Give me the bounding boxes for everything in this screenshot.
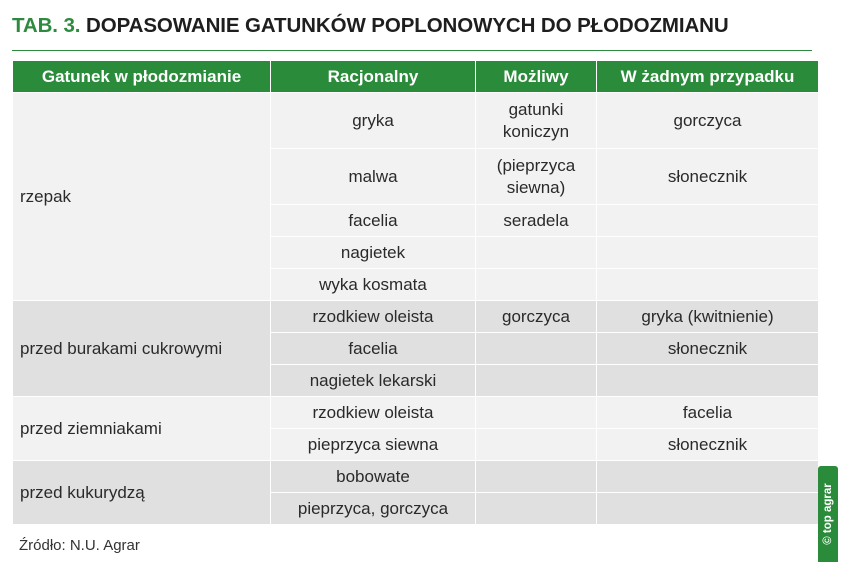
cell-possible <box>476 429 597 461</box>
cell-never: gorczyca <box>597 93 819 149</box>
cell-possible <box>476 237 597 269</box>
cell-possible: gatunki koniczyn <box>476 93 597 149</box>
cell-never: słonecznik <box>597 429 819 461</box>
table-number: TAB. 3. <box>12 14 81 37</box>
table-row <box>13 93 819 149</box>
species-table <box>12 60 819 525</box>
header-possible: Możliwy <box>476 61 597 93</box>
cell-rational: rzodkiew oleista <box>271 397 476 429</box>
cell-possible <box>476 461 597 493</box>
cell-rational: nagietek <box>271 237 476 269</box>
table-row <box>13 461 819 493</box>
top-agrar-logo <box>818 466 838 562</box>
cell-rational: pieprzyca siewna <box>271 429 476 461</box>
cell-rational: gryka <box>271 93 476 149</box>
cell-rational: facelia <box>271 205 476 237</box>
cell-possible <box>476 493 597 525</box>
cell-never <box>597 461 819 493</box>
table-title-text: DOPASOWANIE GATUNKÓW POPLONOWYCH DO PŁODOZMIANU <box>86 14 729 37</box>
cell-never <box>597 269 819 301</box>
cell-never <box>597 205 819 237</box>
header-never: W żadnym przypadku <box>597 61 819 93</box>
cell-possible: gorczyca <box>476 301 597 333</box>
table-row <box>13 301 819 333</box>
cell-possible: (pieprzyca siewna) <box>476 149 597 205</box>
cell-rational: facelia <box>271 333 476 365</box>
title-divider <box>12 50 812 51</box>
cell-possible <box>476 269 597 301</box>
header-rational: Racjonalny <box>271 61 476 93</box>
cell-never: słonecznik <box>597 333 819 365</box>
cell-rational: nagietek lekarski <box>271 365 476 397</box>
logo-text: © top agrar <box>822 483 834 545</box>
cell-possible <box>476 365 597 397</box>
group-label: rzepak <box>13 93 271 301</box>
cell-never <box>597 493 819 525</box>
header-species: Gatunek w płodozmianie <box>13 61 271 93</box>
cell-possible: seradela <box>476 205 597 237</box>
group-label: przed burakami cukrowymi <box>13 301 271 397</box>
cell-never <box>597 237 819 269</box>
cell-never: facelia <box>597 397 819 429</box>
header-row <box>13 61 819 93</box>
cell-rational: wyka kosmata <box>271 269 476 301</box>
cell-rational: rzodkiew oleista <box>271 301 476 333</box>
group-label: przed kukurydzą <box>13 461 271 525</box>
cell-possible <box>476 397 597 429</box>
cell-rational: malwa <box>271 149 476 205</box>
group-label: przed ziemniakami <box>13 397 271 461</box>
cell-never: gryka (kwitnienie) <box>597 301 819 333</box>
table-row <box>13 397 819 429</box>
table-title <box>12 14 729 38</box>
cell-never: słonecznik <box>597 149 819 205</box>
source-note: Źródło: N.U. Agrar <box>19 537 140 554</box>
cell-rational: pieprzyca, gorczyca <box>271 493 476 525</box>
cell-rational: bobowate <box>271 461 476 493</box>
cell-never <box>597 365 819 397</box>
cell-possible <box>476 333 597 365</box>
